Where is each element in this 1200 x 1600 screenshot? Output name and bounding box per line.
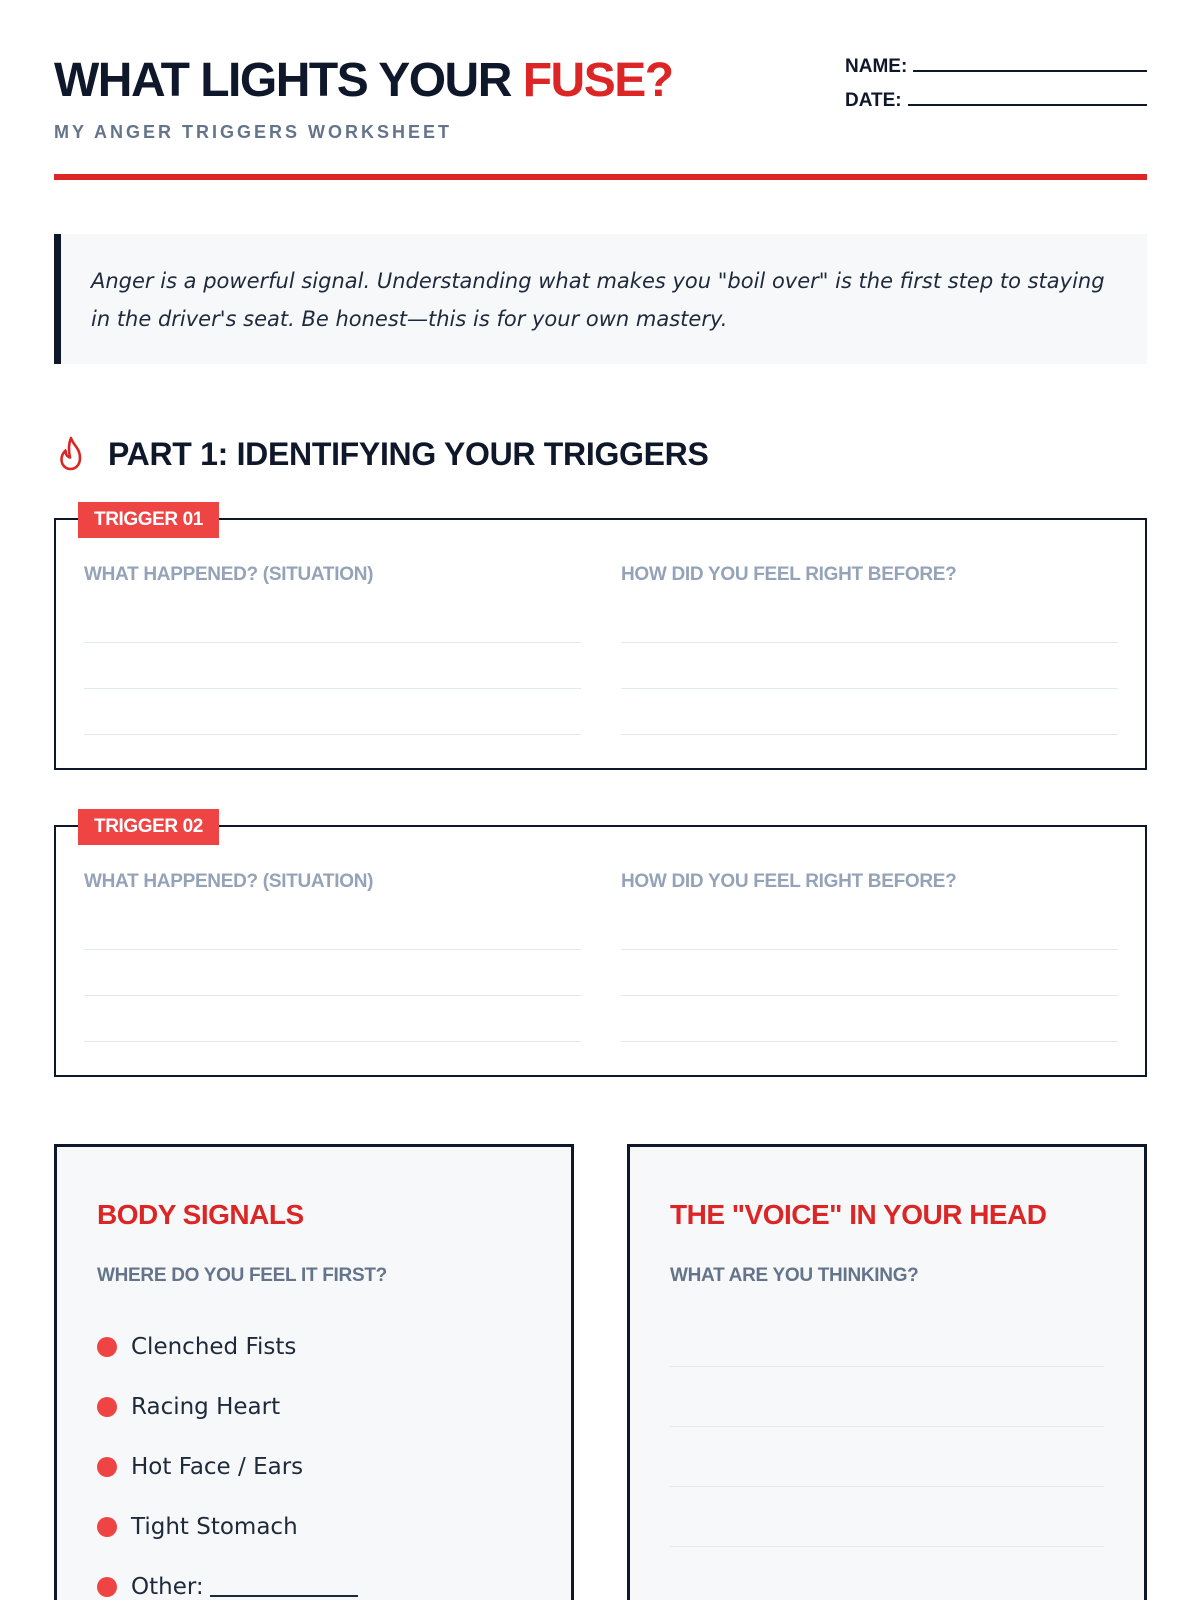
flame-icon — [54, 434, 90, 474]
writing-line[interactable] — [84, 586, 581, 643]
writing-line[interactable] — [670, 1367, 1104, 1427]
list-item[interactable] — [97, 1317, 358, 1377]
writing-line[interactable] — [621, 643, 1118, 689]
body-signals-title: BODY SIGNALS — [97, 1199, 304, 1230]
other-blank-line[interactable] — [210, 1577, 358, 1597]
writing-line[interactable] — [84, 950, 581, 996]
writing-line[interactable] — [670, 1427, 1104, 1487]
writing-line[interactable] — [621, 950, 1118, 996]
section-title: PART 1: IDENTIFYING YOUR TRIGGERS — [108, 435, 709, 472]
page-title — [54, 52, 673, 110]
trigger-tag: TRIGGER 01 — [78, 502, 219, 538]
voice-writing-area — [670, 1307, 1104, 1600]
title-main: WHAT LIGHTS YOUR — [54, 54, 523, 107]
intro-callout — [54, 234, 1147, 364]
voice-panel — [627, 1144, 1147, 1600]
signal-label: Other: — [131, 1574, 204, 1600]
title-accent: FUSE? — [522, 54, 673, 107]
writing-line[interactable] — [84, 996, 581, 1042]
list-item[interactable] — [97, 1497, 358, 1557]
bullet-dot-icon — [97, 1517, 117, 1537]
writing-line[interactable] — [84, 893, 581, 950]
list-item[interactable] — [97, 1437, 358, 1497]
writing-line[interactable] — [621, 893, 1118, 950]
signal-label: Hot Face / Ears — [131, 1454, 304, 1480]
writing-line[interactable] — [621, 586, 1118, 643]
writing-line[interactable] — [621, 689, 1118, 735]
writing-line[interactable] — [670, 1547, 1104, 1600]
voice-subtitle: WHAT ARE YOU THINKING? — [670, 1265, 919, 1286]
body-signals-list — [97, 1317, 358, 1600]
date-blank-line[interactable] — [908, 88, 1147, 106]
situation-label: WHAT HAPPENED? (SITUATION) — [84, 564, 374, 585]
signal-label: Racing Heart — [131, 1394, 281, 1420]
list-item[interactable] — [97, 1557, 358, 1600]
list-item[interactable] — [97, 1377, 358, 1437]
bullet-dot-icon — [97, 1337, 117, 1357]
voice-title: THE "VOICE" IN YOUR HEAD — [670, 1199, 1047, 1230]
date-label: DATE: — [845, 90, 902, 111]
feeling-label: HOW DID YOU FEEL RIGHT BEFORE? — [621, 564, 957, 585]
writing-line[interactable] — [670, 1487, 1104, 1547]
trigger-card-1 — [54, 509, 1147, 770]
page-subtitle: MY ANGER TRIGGERS WORKSHEET — [54, 122, 453, 142]
feeling-field — [621, 564, 1118, 735]
trigger-card-2 — [54, 816, 1147, 1077]
intro-text: Anger is a powerful signal. Understanding what makes you "boil over" is the first step to staying in the driver's seat. Be honest—this is for your own mastery. — [91, 269, 1105, 331]
situation-field — [84, 564, 581, 735]
name-blank-line[interactable] — [913, 54, 1147, 72]
bullet-dot-icon — [97, 1577, 117, 1597]
date-field — [845, 88, 1147, 112]
bullet-dot-icon — [97, 1457, 117, 1477]
feeling-field — [621, 871, 1118, 1042]
writing-line[interactable] — [670, 1307, 1104, 1367]
body-signals-subtitle: WHERE DO YOU FEEL IT FIRST? — [97, 1265, 387, 1286]
signal-label: Clenched Fists — [131, 1334, 297, 1360]
situation-field — [84, 871, 581, 1042]
name-label: NAME: — [845, 56, 908, 77]
writing-line[interactable] — [84, 689, 581, 735]
situation-label: WHAT HAPPENED? (SITUATION) — [84, 871, 374, 892]
feeling-label: HOW DID YOU FEEL RIGHT BEFORE? — [621, 871, 957, 892]
body-signals-panel — [54, 1144, 574, 1600]
trigger-tag: TRIGGER 02 — [78, 809, 219, 845]
writing-line[interactable] — [84, 643, 581, 689]
header-divider — [54, 174, 1147, 180]
signal-label: Tight Stomach — [131, 1514, 298, 1540]
writing-line[interactable] — [621, 996, 1118, 1042]
bullet-dot-icon — [97, 1397, 117, 1417]
name-field — [845, 54, 1147, 78]
section-header-part1 — [54, 434, 709, 474]
